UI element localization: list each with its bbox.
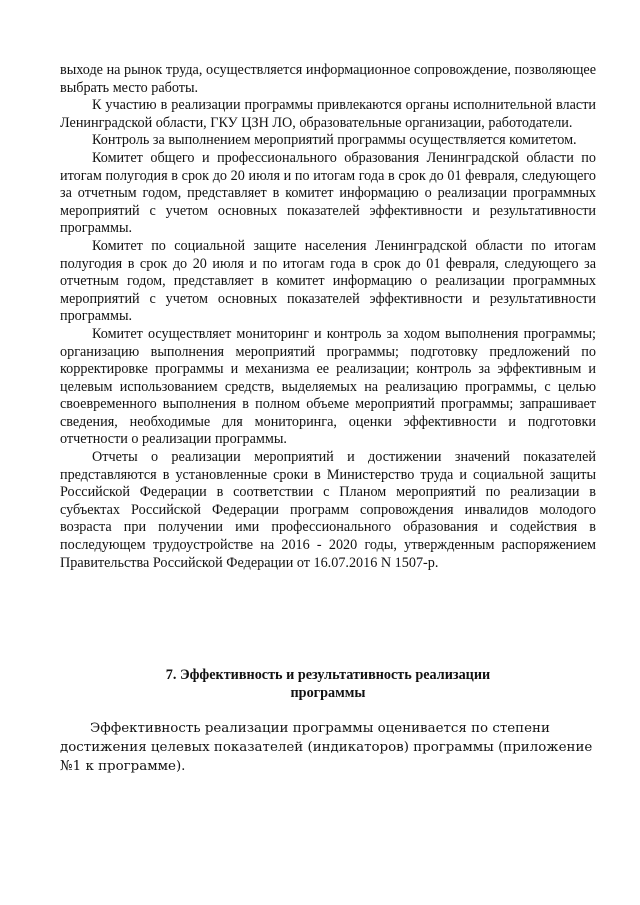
section-heading [60, 666, 596, 702]
paragraph-social-committee: Комитет по социальной защите населения Ленинградской области по итогам полугодия в срок до 20 июля и по итогам года в срок до 01 февраля, следующего за отчетным годом, представляет в комитет информацию о реализации программных мероприятий с учетом основных показателей эффективности и результативности программы. [60, 237, 596, 325]
section-heading-line2: программы [290, 685, 366, 701]
paragraph-participants: К участию в реализации программы привлекаются органы исполнительной власти Ленинградской области, ГКУ ЦЗН ЛО, образовательные организации, работодатели. [60, 97, 596, 131]
body-text [60, 62, 596, 572]
paragraph-monitoring: Комитет осуществляет мониторинг и контроль за ходом выполнения программы; организацию выполнения мероприятий программы; подготовку предложений по корректировке программы и механизма ее реализации; контроль за эффективным и целевым использованием средств, выделяемых на реализацию программы, с целью своевременного выполнения в полном объеме мероприятий программы; запрашивает сведения, необходимые для мониторинга, оценки эффективности и подготовки отчетности о реализации программы. [60, 325, 596, 448]
section-heading-line1: 7. Эффективность и результативность реализации [165, 667, 491, 683]
final-text [60, 719, 596, 776]
paragraph-continuation: выходе на рынок труда, осуществляется информационное сопровождение, позволяющее выбрать место работы. [60, 62, 596, 96]
paragraph-reports: Отчеты о реализации мероприятий и достижении значений показателей представляются в установленные сроки в Министерство труда и социальной защиты Российской Федерации в соответствии с Планом мероприятий по реализации в субъектах Российской Федерации программ сопровождения инвалидов молодого возраста при получении ими профессионального образования и содействия в последующем трудоустройстве на 2016 - 2020 годы, утвержденным распоряжением Правительства Российской Федерации от 16.07.2016 N 1507-р. [60, 449, 596, 571]
paragraph-effectiveness: Эффективность реализации программы оценивается по степени достижения целевых показателей (индикаторов) программы (приложение №1 к программе). [60, 721, 593, 774]
paragraph-education-committee: Комитет общего и профессионального образования Ленинградской области по итогам полугодия в срок до 20 июля и по итогам года в срок до 01 февраля, следующего за отчетным годом, представляет в комитет информацию о реализации программных мероприятий с учетом основных показателей эффективности и результативности программы. [60, 149, 596, 237]
paragraph-control: Контроль за выполнением мероприятий программы осуществляется комитетом. [92, 132, 577, 149]
